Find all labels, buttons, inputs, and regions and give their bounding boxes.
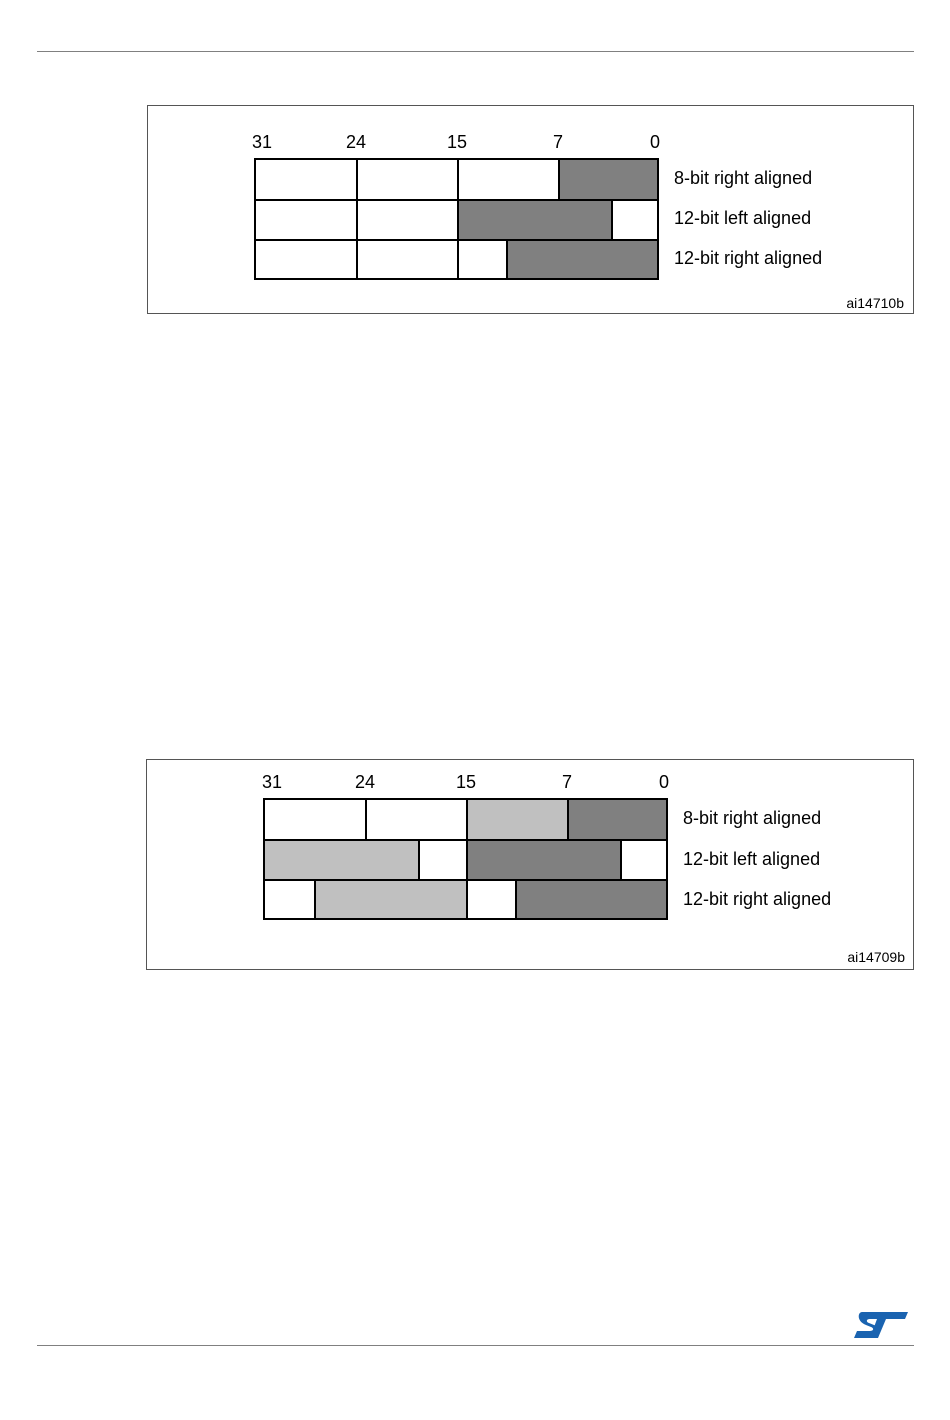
row-label-12bit-right: 12-bit right aligned [674,248,823,268]
register-diagram [263,798,668,920]
empty-field [256,241,356,278]
empty-field [265,881,314,918]
register-diagram [254,158,659,280]
empty-field [457,241,506,278]
footer-rule [37,1345,914,1346]
empty-field [365,800,466,840]
figure-dual-dac-alignment [146,759,914,970]
bit-label-24: 24 [354,772,376,792]
row-label-8bit-right: 8-bit right aligned [683,808,822,828]
empty-field [356,160,457,200]
register-row-12bit-left [256,199,657,240]
register-row-12bit-right [265,879,666,918]
row-label-12bit-left: 12-bit left aligned [674,208,812,228]
bit-label-7: 7 [561,772,573,792]
empty-field [256,160,356,200]
dac-data-field [558,160,657,200]
empty-field [356,201,457,240]
register-row-12bit-right [256,239,657,278]
bit-label-24: 24 [345,132,367,152]
figure-id: ai14710b [846,295,904,311]
dac-data-field [506,241,657,278]
bit-label-31: 31 [261,772,283,792]
dac-data-field [457,201,611,240]
empty-field [265,800,365,840]
bit-label-31: 31 [251,132,273,152]
empty-field [620,841,666,880]
dac2-data-field [466,800,567,840]
register-row-8bit-right [256,160,657,200]
figure-id: ai14709b [847,949,905,965]
empty-field [356,241,457,278]
empty-field [256,201,356,240]
empty-field [418,841,466,880]
dac1-data-field [567,800,666,840]
empty-field [457,160,558,200]
dac2-data-field [265,841,418,880]
bit-label-15: 15 [455,772,477,792]
bit-label-7: 7 [552,132,564,152]
empty-field [466,881,515,918]
dac2-data-field [314,881,466,918]
st-logo-icon [852,1308,910,1342]
figure-single-dac-alignment [147,105,914,314]
header-rule [37,51,914,52]
register-row-8bit-right [265,800,666,840]
bit-label-0: 0 [649,132,661,152]
empty-field [611,201,657,240]
row-label-12bit-left: 12-bit left aligned [683,849,821,869]
bit-label-15: 15 [446,132,468,152]
dac1-data-field [515,881,666,918]
bit-label-0: 0 [658,772,670,792]
dac1-data-field [466,841,620,880]
row-label-12bit-right: 12-bit right aligned [683,889,832,909]
register-row-12bit-left [265,839,666,880]
row-label-8bit-right: 8-bit right aligned [674,168,813,188]
